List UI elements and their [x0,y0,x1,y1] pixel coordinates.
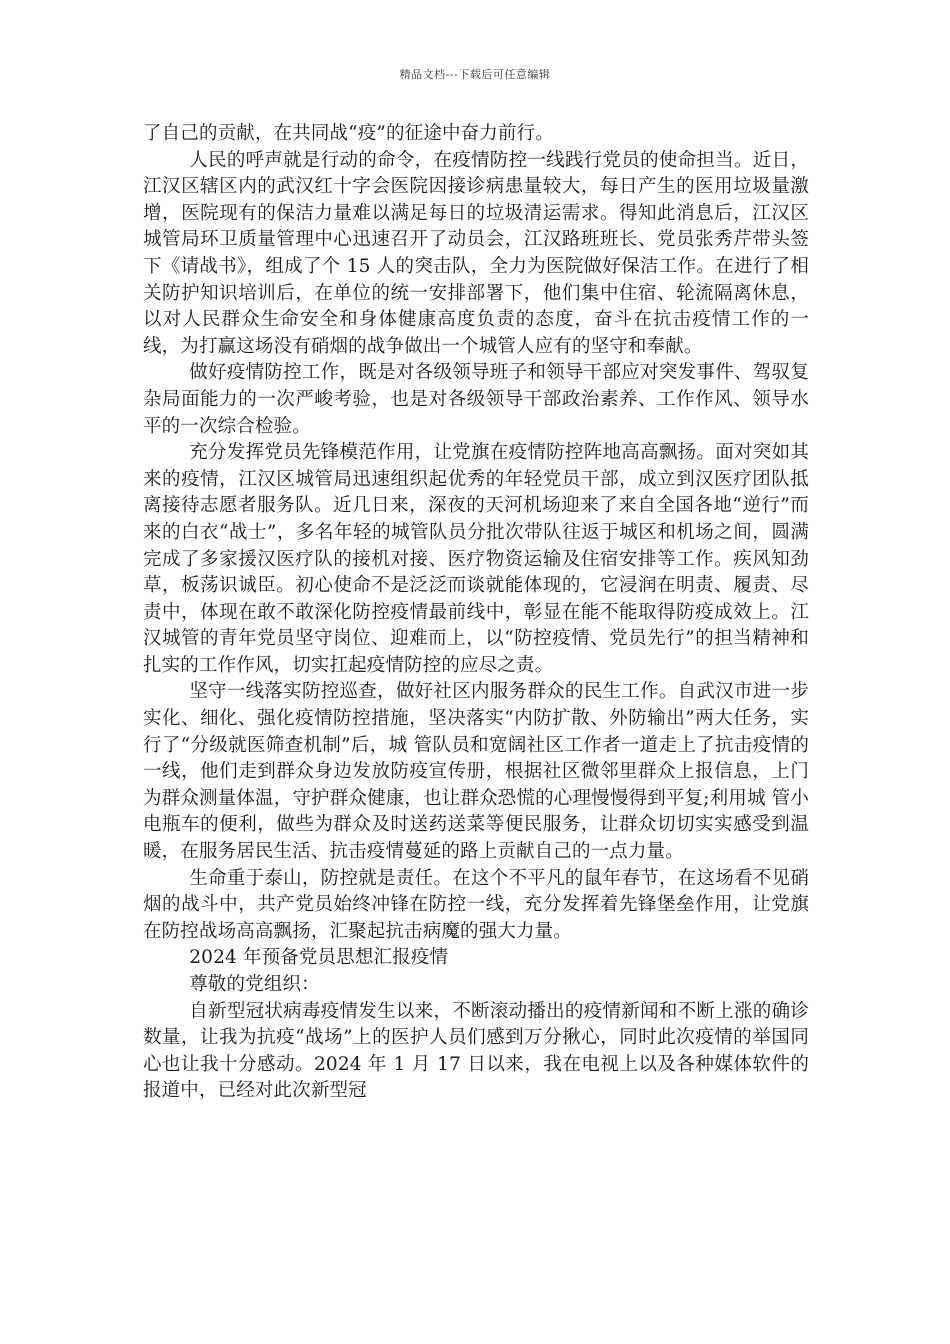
paragraph-4: 充分发挥党员先锋模范作用，让党旗在疫情防控阵地高高飘扬。面对突如其来的疫情，江汉区城管局迅速组织起优秀的年轻党员干部，成立到汉医疗团队抵离接待志愿者服务队。近几日来，深夜的天河机场迎来了来自全国各地“逆行”而来的白衣“战士”，多名年轻的城管队员分批次带队往返于城区和机场之间，圆满完成了多家援汉医疗队的接机对接、医疗物资运输及住宿安排等工作。疾风知劲草，板荡识诚臣。初心使命不是泛泛而谈就能体现的，它浸润在明责、履责、尽责中，体现在敢不敢深化防控疫情最前线中，彰显在能不能取得防疫成效上。江汉城管的青年党员坚守岗位、迎难而上，以“防控疫情、党员先行”的担当精神和扎实的工作作风，切实扛起疫情防控的应尽之责。 [143,442,809,676]
paragraph-6: 生命重于泰山，防控就是责任。在这个不平凡的鼠年春节，在这场看不见硝烟的战斗中，共产党员始终冲锋在防控一线，充分发挥着先锋堡垒作用，让党旗在防控战场高高飘扬，汇聚起抗击病魔的强大力量。 [143,867,809,942]
paragraph-5: 坚守一线落实防控巡查，做好社区内服务群众的民生工作。自武汉市进一步实化、细化、强化疫情防控措施，坚决落实“内防扩散、外防输出”两大任务，实行了“分级就医筛查机制”后，城 管队员和宽阔社区工作者一道走上了抗击疫情的一线，他们走到群众身边发放防疫宣传册，根据社区微邻里群众上报信息，上门为群众测量体温，守护群众健康，也让群众恐慌的心理慢慢得到平复;利用城 管小电瓶车的便利，做些为群众及时送药送菜等便民服务，让群众切切实实感受到温暖，在服务居民生活、抗击疫情蔓延的路上贡献自己的一点力量。 [143,681,809,863]
document-body [143,121,809,1105]
paragraph-2: 人民的呼声就是行动的命令，在疫情防控一线践行党员的使命担当。近日，江汉区辖区内的武汉红十字会医院因接诊病患量较大，每日产生的医用垃圾量激增，医院现有的保洁力量难以满足每日的垃圾清运需求。得知此消息后，江汉区城管局环卫质量管理中心迅速召开了动员会，江汉路班班长、党员张秀芹带头签下《请战书》，组成了个 15 人的突击队，全力为医院做好保洁工作。在进行了相关防护知识培训后，在单位的统一安排部署下，他们集中住宿、轮流隔离休息，以对人民群众生命安全和身体健康高度负责的态度，奋斗在抗击疫情工作的一线，为打赢这场没有硝烟的战争做出一个城管人应有的坚守和奉献。 [143,149,809,357]
salutation: 尊敬的党组织： [189,974,320,995]
paragraph-7: 自新型冠状病毒疫情发生以来，不断滚动播出的疫情新闻和不断上涨的确诊数量，让我为抗疫“战场”上的医护人员们感到万分揪心，同时此次疫情的举国同心也让我十分感动。2024 年 1 月 17 日以来，我在电视上以及各种媒体软件的报道中，已经对此次新型冠 [143,1000,809,1102]
paragraph-1: 了自己的贡献，在共同战“疫”的征途中奋力前行。 [143,123,554,144]
section-title: 2024 年预备党员思想汇报疫情 [189,947,449,969]
paragraph-3: 做好疫情防控工作，既是对各级领导班子和领导干部应对突发事件、驾驭复杂局面能力的一次严峻考验，也是对各级领导干部政治素养、工作作风、领导水平的一次综合检验。 [143,362,809,437]
page-header: 精品文档---下载后可任意编辑 [399,68,551,81]
